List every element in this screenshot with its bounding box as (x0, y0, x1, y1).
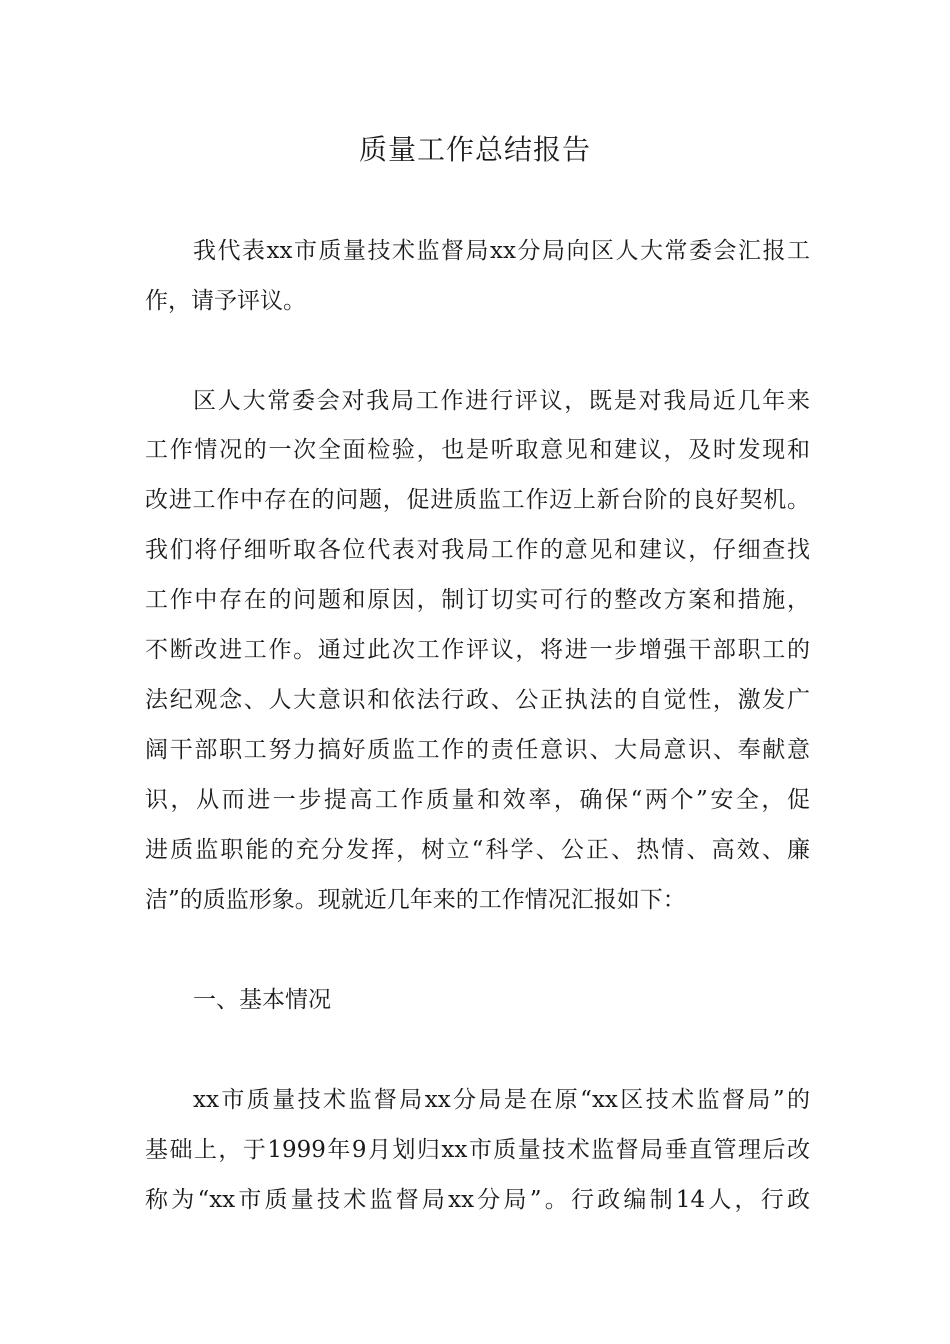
paragraph-line: 我们将仔细听取各位代表对我局工作的意见和建议，仔细查找 (145, 537, 810, 563)
paragraph-line: 洁”的质监形象。现就近几年来的工作情况汇报如下： (145, 887, 686, 913)
paragraph-line: 识，从而进一步提高工作质量和效率，确保“两个”安全，促 (145, 787, 810, 813)
paragraph-line: 作，请予评议。 (145, 288, 306, 314)
paragraph-line: 工作情况的一次全面检验，也是听取意见和建议，及时发现和 (145, 437, 810, 463)
paragraph-line: 称为“xx市质量技术监督局xx分局”。行政编制14人，行政 (145, 1187, 810, 1213)
paragraph-line: 进质监职能的充分发挥，树立“科学、公正、热情、高效、廉 (145, 837, 810, 863)
paragraph-line: 不断改进工作。通过此次工作评议，将进一步增强干部职工的 (145, 637, 810, 663)
paragraph-line: 改进工作中存在的问题，促进质监工作迈上新台阶的良好契机。 (145, 487, 810, 513)
paragraph-line: 阔干部职工努力搞好质监工作的责任意识、大局意识、奉献意 (145, 737, 810, 763)
document-title: 质量工作总结报告 (358, 133, 591, 166)
paragraph-line: 法纪观念、人大意识和依法行政、公正执法的自觉性，激发广 (145, 687, 810, 713)
paragraph-line: 区人大常委会对我局工作进行评议，既是对我局近几年来 (193, 388, 810, 414)
paragraph-line: 基础上，于1999年9月划归xx市质量技术监督局垂直管理后改 (145, 1137, 810, 1163)
paragraph-line: 工作中存在的问题和原因，制订切实可行的整改方案和措施， (145, 587, 810, 613)
paragraph-line: 我代表xx市质量技术监督局xx分局向区人大常委会汇报工 (193, 238, 810, 264)
paragraph-line: xx市质量技术监督局xx分局是在原“xx区技术监督局”的 (193, 1087, 810, 1113)
section-heading: 一、基本情况 (193, 987, 331, 1013)
